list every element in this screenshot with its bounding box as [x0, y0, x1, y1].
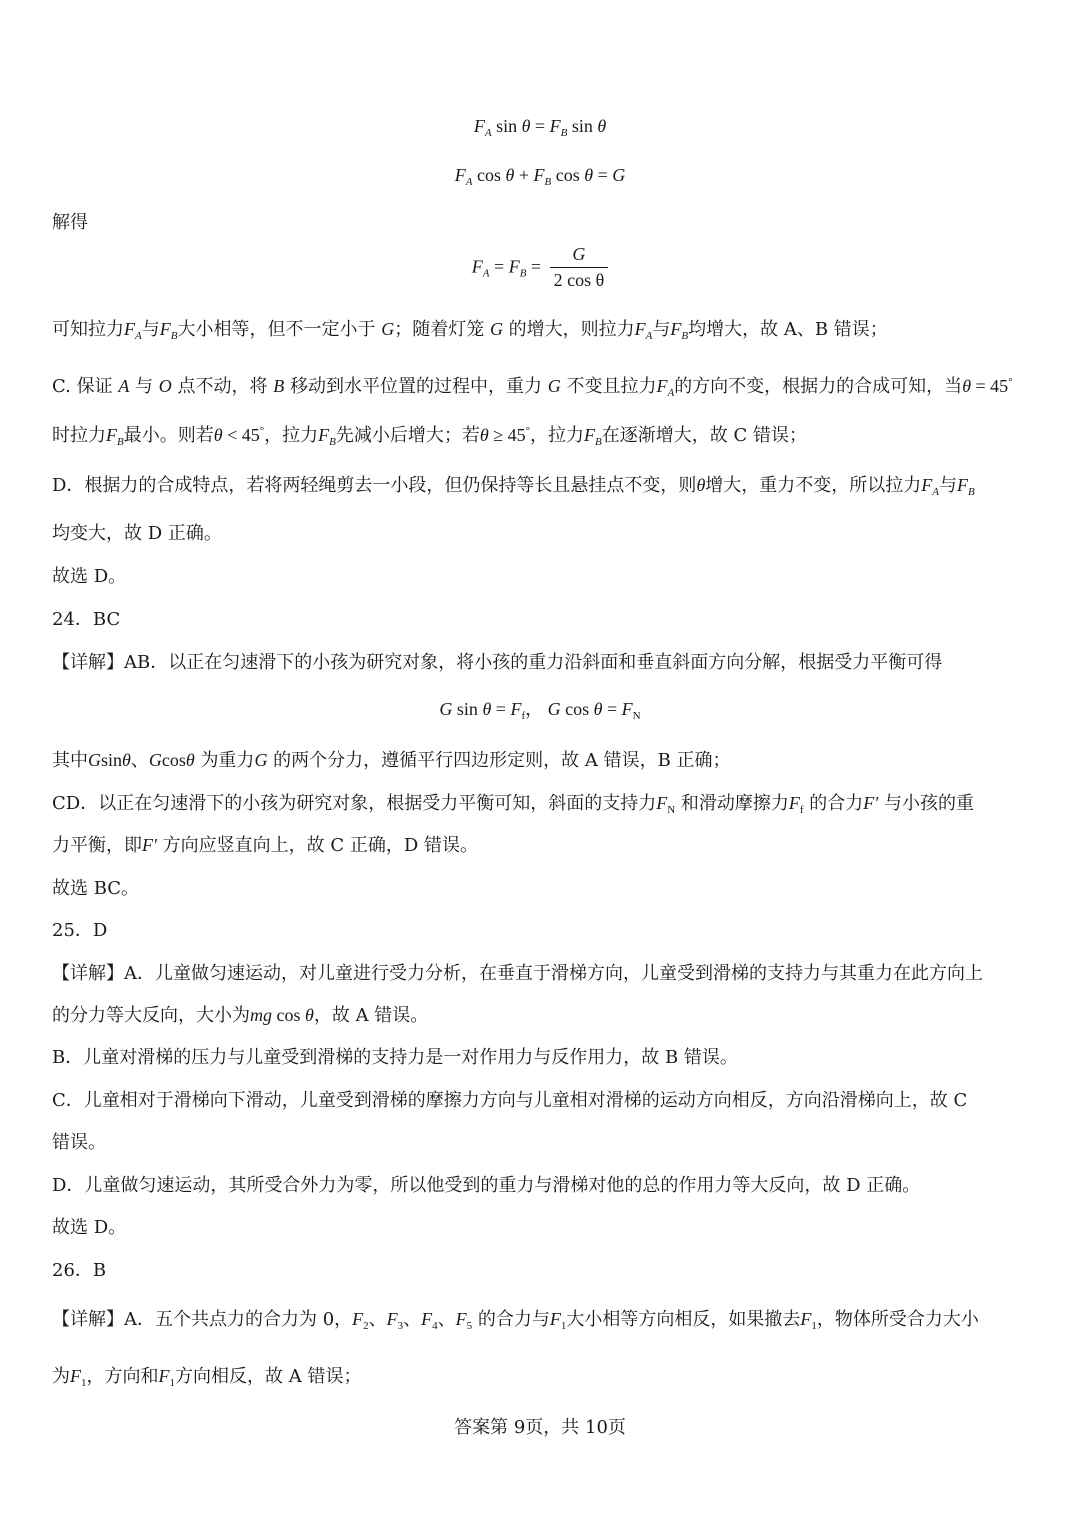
- question-25-a-line2: 的分力等大反向，大小为mg cos θ，故 A 错误。: [52, 1005, 429, 1026]
- question-25-c-line1: C．儿童相对于滑梯向下滑动，儿童受到滑梯的摩擦力方向与儿童相对滑梯的运动方向相反，方向沿滑梯向上，故 C: [52, 1090, 968, 1111]
- page-footer: 答案第 9页，共 10页: [454, 1417, 626, 1438]
- question-24-cd-line1: CD．以正在匀速滑下的小孩为研究对象，根据受力平衡可知，斜面的支持力$F_N$ 和滑动摩擦力$F_f$ 的合力F′ 与小孩的重: [52, 793, 974, 816]
- question-25-c-line2: 错误。: [52, 1132, 106, 1153]
- equation-horizontal-balance: $F_A$ $\sin \theta = F_B$ sin θ: [473, 116, 607, 139]
- question-26-a-line2: 为$F_1$，方向和$F_1$方向相反，故 A 错误；: [52, 1366, 362, 1389]
- question-24-cd-line2: 力平衡，即F′ 方向应竖直向上，故 C 正确，D 错误。: [52, 835, 479, 856]
- paragraph-c-line2: 时拉力$F_B$最小。则若θ < 45°，拉力$F_B$先减小后增大；若θ ≥ 45°，拉力$F_B$在逐渐增大，故 C 错误；: [52, 425, 807, 448]
- solve-label: 解得: [52, 212, 88, 233]
- question-25-a-line1: 【详解】A．儿童做匀速运动，对儿童进行受力分析，在垂直于滑梯方向，儿童受到滑梯的支持力与其重力在此方向上: [52, 963, 983, 984]
- question-25-answer: 25．D: [52, 920, 108, 941]
- equation-vertical-balance: $F_A$ $\cos \theta + F_B$ cos θ = G: [454, 165, 626, 188]
- answer-selection-24: 故选 BC。: [52, 878, 140, 899]
- answer-selection-23: 故选 D。: [52, 566, 127, 587]
- question-25-b: B．儿童对滑梯的压力与儿童受到滑梯的支持力是一对作用力与反作用力，故 B 错误。: [52, 1047, 738, 1068]
- paragraph-d-line2: 均变大，故 D 正确。: [52, 523, 222, 544]
- paragraph-d-line1: D．根据力的合成特点，若将两轻绳剪去一小段，但仍保持等长且悬挂点不变，则θ增大，重力不变，所以拉力$F_A$与$F_B$: [52, 475, 975, 498]
- question-24-components-paragraph: 其中Gsinθ、Gcosθ 为重力G 的两个分力，遵循平行四边形定则，故 A 错误，B 正确；: [52, 750, 731, 771]
- question-25-d: D．儿童做匀速运动，其所受合外力为零，所以他受到的重力与滑梯对他的总的作用力等大反向，故 D 正确。: [52, 1175, 921, 1196]
- equation-incline-components: G $\sin \theta = F_f$， G $\cos \theta = F_N$: [439, 699, 641, 722]
- fraction: $\frac{G}{\text{2 cos θ}}$: [550, 244, 609, 291]
- question-24-detail: 【详解】AB．以正在匀速滑下的小孩为研究对象，将小孩的重力沿斜面和垂直斜面方向分解，根据受力平衡可得: [52, 652, 943, 673]
- equation-solution: $F_A = F_B$ = $\frac{G}{\text{2 cos θ}}$: [0, 244, 1080, 291]
- question-26-answer: 26．B: [52, 1260, 107, 1281]
- answer-selection-25: 故选 D。: [52, 1217, 127, 1238]
- question-26-a-line1: 【详解】A．五个共点力的合力为 0，$F_2$、$F_3$、$F_4$、$F_5$ 的合力与$F_1$大小相等方向相反，如果撤去$F_1$，物体所受合力大小: [52, 1309, 979, 1332]
- paragraph-ab-conclusion: 可知拉力$F_A$与$F_B$大小相等，但不一定小于 G；随着灯笼 G 的增大，则拉力$F_A$与$F_B$均增大，故 A、B 错误；: [52, 319, 888, 342]
- paragraph-c-line1: C. 保证 A 与 O 点不动，将 B 移动到水平位置的过程中，重力 G 不变且拉力$F_A$的方向不变，根据力的合成可知，当θ = 45°: [52, 376, 1013, 399]
- question-24-answer: 24．BC: [52, 609, 121, 630]
